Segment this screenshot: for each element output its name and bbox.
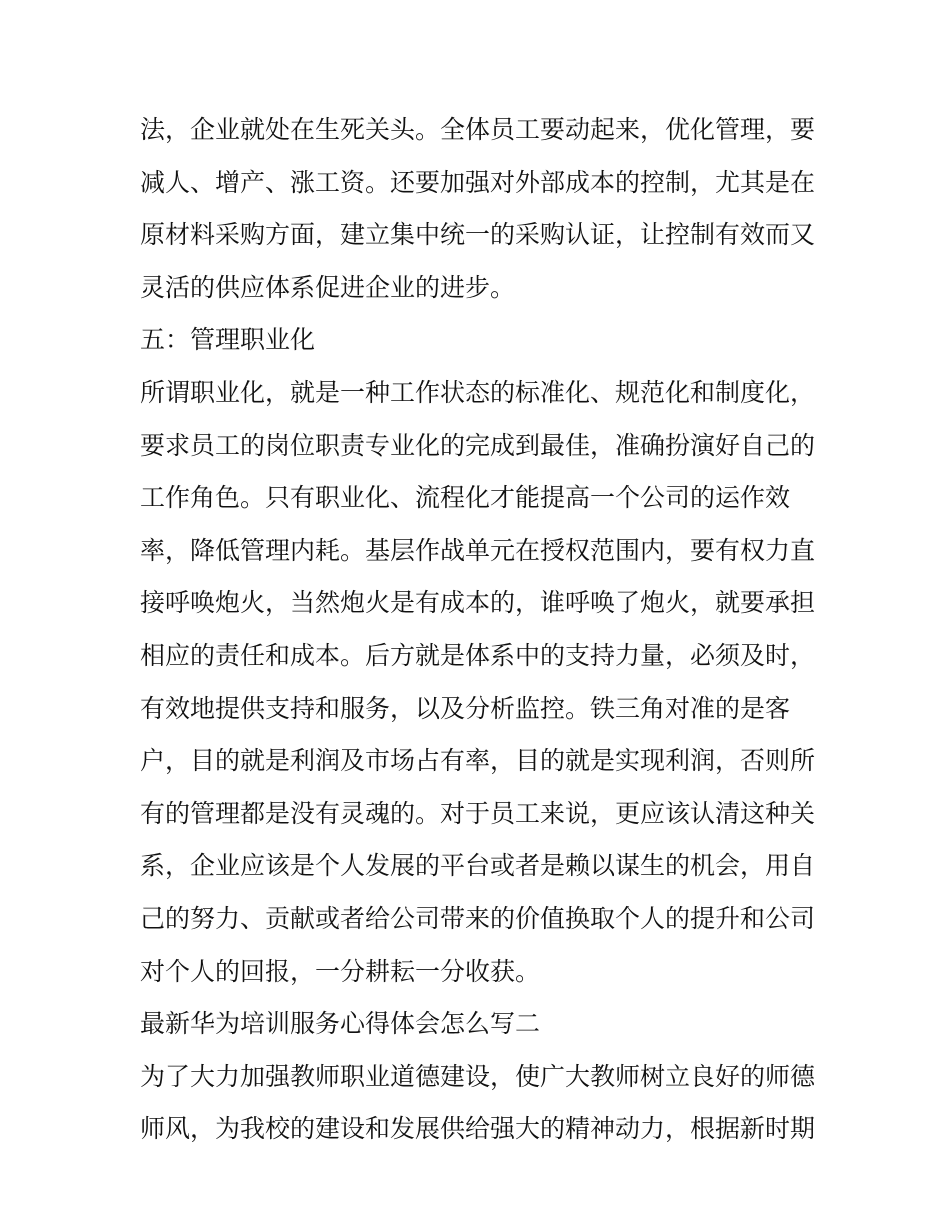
text-line: 为了大力加强教师职业道德建设，使广大教师树立良好的师德: [140, 1061, 816, 1091]
text-line: 所谓职业化，就是一种工作状态的标准化、规范化和制度化，: [140, 377, 816, 407]
text-line: 法，企业就处在生死关头。全体员工要动起来，优化管理，要: [140, 115, 816, 144]
text-line: 相应的责任和成本。后方就是体系中的支持力量，必须及时，: [140, 640, 816, 670]
document-body: [140, 108, 820, 1160]
text-line: 灵活的供应体系促进企业的进步。: [140, 272, 516, 302]
text-line: 系，企业应该是个人发展的平台或者是赖以谋生的机会，用自: [140, 851, 816, 881]
text-line: 接呼唤炮火，当然炮火是有成本的，谁呼唤了炮火，就要承担: [140, 588, 816, 618]
section-heading: 最新华为培训服务心得体会怎么写二: [140, 1009, 541, 1039]
text-line: 原材料采购方面，建立集中统一的采购认证，让控制有效而又: [140, 220, 816, 250]
text-line: 户，目的就是利润及市场占有率，目的就是实现利润，否则所: [140, 746, 816, 776]
text-line: 工作角色。只有职业化、流程化才能提高一个公司的运作效: [140, 483, 791, 513]
text-line: 减人、增产、涨工资。还要加强对外部成本的控制，尤其是在: [140, 167, 816, 197]
text-line: 有效地提供支持和服务，以及分析监控。铁三角对准的是客: [140, 693, 791, 723]
text-line: 有的管理都是没有灵魂的。对于员工来说，更应该认清这种关: [140, 798, 816, 828]
section-heading: 五：管理职业化: [140, 325, 316, 355]
text-line: 师风，为我校的建设和发展供给强大的精神动力，根据新时期: [140, 1114, 816, 1144]
text-line: 要求员工的岗位职责专业化的完成到最佳，准确扮演好自己的: [140, 430, 816, 460]
text-line: 对个人的回报，一分耕耘一分收获。: [140, 956, 541, 986]
text-line: 率，降低管理内耗。基层作战单元在授权范围内，要有权力直: [140, 535, 816, 565]
text-line: 己的努力、贡献或者给公司带来的价值换取个人的提升和公司: [140, 903, 816, 933]
